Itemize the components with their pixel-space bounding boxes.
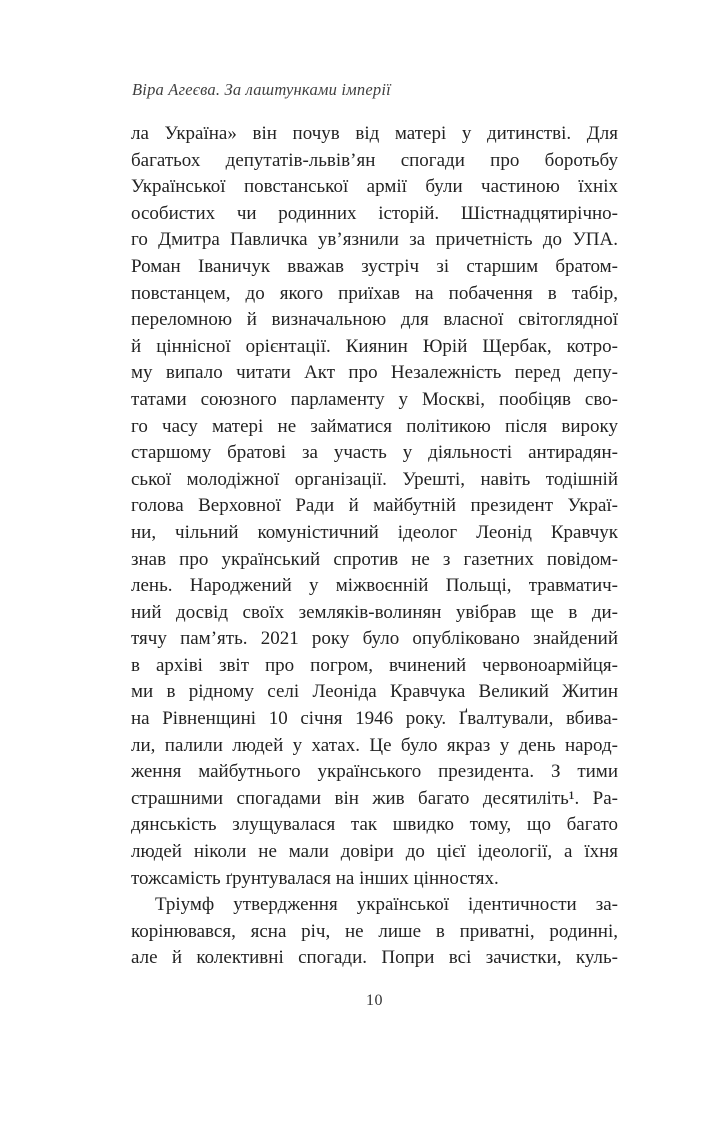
text-line: переломною й визначальною для власної світоглядної	[131, 309, 618, 331]
text-line: тожсамість ґрунтувалася на інших цінностях.	[131, 867, 499, 889]
text-line: ла Україна» він почув від матері у дитинстві. Для	[131, 123, 618, 144]
text-line: й ціннісної орієнтації. Киянин Юрій Щербак, котро-	[131, 335, 618, 357]
body-text	[131, 121, 618, 972]
text-line: го часу матері не займатися політикою після вироку	[131, 415, 618, 437]
text-line: на Рівненщині 10 січня 1946 року. Ґвалтували, вбива-	[131, 708, 618, 730]
text-line: в архіві звіт про погром, вчинений червоноармійця-	[131, 654, 618, 676]
text-line: особистих чи родинних історій. Шістнадцятирічно-	[131, 202, 618, 224]
running-header: Віра Агеєва. За лаштунками імперії	[132, 80, 391, 99]
text-line: але й колективні спогади. Попри всі зачистки, куль-	[131, 947, 618, 969]
text-line: ми в рідному селі Леоніда Кравчука Великий Житин	[131, 681, 618, 703]
text-line: ли, палили людей у хатах. Це було якраз у день народ-	[131, 734, 618, 756]
paragraph	[131, 121, 618, 892]
text-line: багатьох депутатів-львів’ян спогади про боротьбу	[131, 149, 618, 171]
text-line: голова Верховної Ради й майбутній президент Украї-	[131, 495, 618, 517]
text-line: Роман Іваничук вважав зустріч зі старшим братом-	[131, 255, 618, 277]
page-number: 10	[366, 992, 383, 1009]
text-line: знав про український спротив не з газетних повідом-	[131, 548, 618, 570]
text-line: дянськість злущувалася так швидко тому, що багато	[131, 814, 618, 836]
paragraph	[131, 892, 618, 972]
text-line: людей ніколи не мали довіри до цієї ідеології, а їхня	[131, 841, 618, 863]
text-line: повстанцем, до якого приїхав на побачення в табір,	[131, 282, 618, 304]
text-line: Тріумф утвердження української ідентичности за-	[155, 894, 618, 916]
text-line: корінювався, ясна річ, не лише в приватні, родинні,	[131, 920, 618, 942]
text-line: ний досвід своїх земляків-волинян увібрав ще в ди-	[131, 601, 618, 623]
text-line: страшними спогадами він жив багато десятиліть¹. Ра-	[131, 787, 618, 809]
text-line: му випало читати Акт про Незалежність перед депу-	[131, 362, 618, 384]
text-line: ження майбутнього українського президента. З тими	[131, 761, 618, 783]
text-line: Української повстанської армії були частиною їхніх	[131, 176, 618, 198]
text-line: старшому братові за участь у діяльності антирадян-	[131, 442, 618, 464]
text-line: татами союзного парламенту у Москві, пообіцяв сво-	[131, 388, 618, 410]
text-line: лень. Народжений у міжвоєнній Польщі, травматич-	[131, 575, 618, 597]
text-line: ни, чільний комуністичний ідеолог Леонід Кравчук	[131, 521, 618, 543]
text-line: тячу пам’ять. 2021 року було опубліковано знайдений	[131, 628, 618, 650]
text-line: ської молодіжної організації. Урешті, навіть тодішній	[131, 468, 618, 490]
text-line: го Дмитра Павличка ув’язнили за причетність до УПА.	[131, 229, 618, 251]
